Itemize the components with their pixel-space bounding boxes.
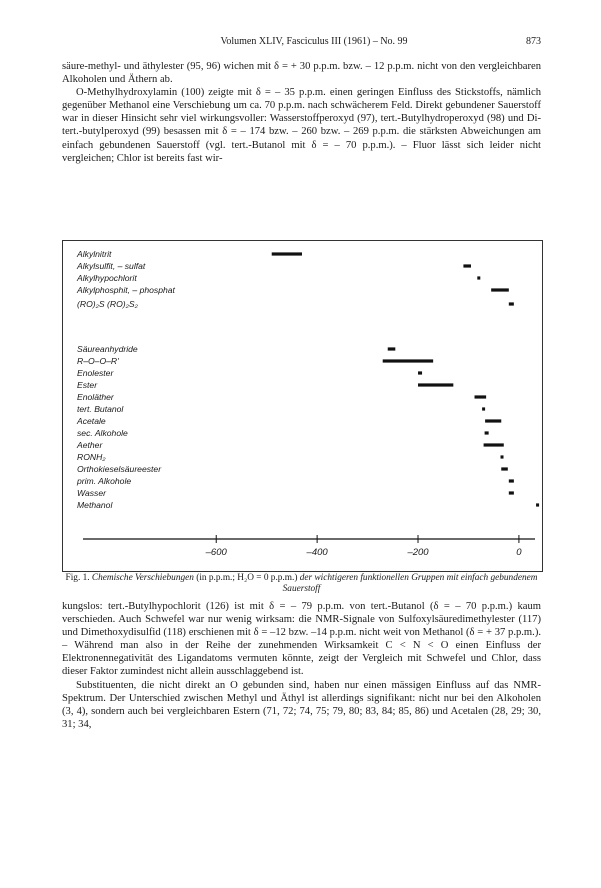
row-label: R–O–O–R' xyxy=(77,356,119,366)
x-tick-label: –200 xyxy=(407,547,429,558)
row-label: Alkylsulfit, – sulfat xyxy=(77,261,146,271)
paragraph-4: Substituenten, die nicht direkt an O gebunden sind, haben nur einen mässigen Einfluss auf das NMR-Spektrum. Der Unterschied zwischen Methyl und Äthyl ist allerdings signifikant: nicht nur bei den Alkoholen (3, 4), sondern auch bei vergleichbaren Estern (71, 72; 74, 75; 79, 80; 83, 84; 85, 86) und Acetalen (28, 29; 30, 31; 34, xyxy=(62,679,541,730)
caption-text-b: (in p.p.m.; H₂O = 0 p.p.m.) xyxy=(196,573,298,583)
row-label: Ester xyxy=(77,380,98,390)
range-bar xyxy=(418,383,453,386)
range-bar xyxy=(272,252,302,255)
range-bar xyxy=(509,491,514,494)
row-label: Aether xyxy=(77,440,103,450)
row-label: prim. Alkohole xyxy=(77,476,132,486)
range-bar xyxy=(482,407,485,410)
row-label: Enolester xyxy=(77,368,114,378)
chart-svg xyxy=(63,241,542,571)
x-tick-label: 0 xyxy=(516,547,522,558)
x-tick-label: –600 xyxy=(205,547,227,558)
range-bar xyxy=(463,264,471,267)
caption-fig-label: Fig. 1. xyxy=(65,573,90,583)
journal-header: Volumen XLIV, Fasciculus III (1961) – No. 99 xyxy=(220,36,408,47)
figure-caption xyxy=(62,573,541,595)
range-bar xyxy=(418,371,422,374)
range-bar xyxy=(477,276,480,279)
page xyxy=(62,36,541,165)
running-header xyxy=(62,36,541,50)
range-bar xyxy=(484,443,504,446)
range-bar xyxy=(388,347,396,350)
row-label: Alkylphosphit, – phosphat xyxy=(77,285,175,295)
row-label: Alkylnitrit xyxy=(77,249,112,259)
body-text-after xyxy=(62,600,541,731)
range-bar xyxy=(509,479,514,482)
paragraph-3: kungslos: tert.-Butylhypochlorit (126) ist mit δ = – 79 p.p.m. von tert.-Butanol (δ = – 70 p.p.m.) kaum verschieden. Auch Schwefel war nur wenig wirksam: die NMR-Signale von Sulfoxylsäuredimethylester (117) und Dimethoxydisulfid (118) erschienen mit δ = –12 bzw. –14 p.p.m. nicht weit von Methanol (δ = + 37 p.p.m.). – Während man also in der Reihe der zunehmenden Wirksamkeit C < N < O einen Einfluss der Elektronennegativität des Ligandatoms vermuten könnte, zeigt der Vergleich mit Schwefel und Chlor, dass dieser Faktor zumindest nicht allein ausschlaggebend ist. xyxy=(62,601,541,678)
range-bar xyxy=(485,419,501,422)
caption-text-c: der wichtigeren funktionellen Gruppen mit einfach gebundenem Sauerstoff xyxy=(282,573,538,594)
row-label: RONH₂ xyxy=(77,452,106,462)
range-bar xyxy=(501,455,504,458)
row-label: Wasser xyxy=(77,488,106,498)
row-label: tert. Butanol xyxy=(77,404,124,414)
row-label: Alkylhypochlorit xyxy=(77,273,137,283)
range-bar xyxy=(501,467,508,470)
row-label: Methanol xyxy=(77,500,113,510)
paragraph-2: O-Methylhydroxylamin (100) zeigte mit δ = – 35 p.p.m. einen geringen Einfluss des Stickstoffs, nämlich gegenüber Methanol eine Verschiebung um ca. 70 p.p.m. nach schwächerem Feld. Direkt gebundener Sauerstoff war in dieser Hinsicht sehr viel wirkungsvoller: Wasserstoffperoxyd (97), tert.-Butylhydroperoxyd (98) und Di-tert.-butylperoxyd (99) besassen mit δ = – 174 bzw. – 260 bzw. – 269 p.p.m. die stärksten Abweichungen am einfach gebundenen Sauerstoff (vgl. tert.-Butanol mit δ = – 70 p.p.m.). – Fluor lässt sich leider nicht vergleichen; Chlor ist bereits fast wir- xyxy=(62,87,541,164)
row-label: Säureanhydride xyxy=(77,344,138,354)
range-bar xyxy=(383,359,433,362)
caption-text-a: Chemische Verschiebungen xyxy=(91,573,194,583)
row-label: sec. Alkohole xyxy=(77,428,128,438)
range-bar xyxy=(536,503,539,506)
range-bar xyxy=(485,431,489,434)
range-bar xyxy=(475,395,487,398)
page-number: 873 xyxy=(526,36,541,47)
range-bar xyxy=(491,288,509,291)
row-label: Enoläther xyxy=(77,392,114,402)
row-label: (RO)₂S (RO)₂S₂ xyxy=(77,299,138,309)
row-label: Orthokieselsäureester xyxy=(77,464,162,474)
paragraph-1: säure-methyl- und äthylester (95, 96) wichen mit δ = + 30 p.p.m. bzw. – 12 p.p.m. nicht von den vergleichbaren Alkoholen und Äthern ab. xyxy=(62,61,541,86)
figure-chemical-shifts xyxy=(62,240,543,572)
range-bar xyxy=(509,302,514,305)
x-tick-label: –400 xyxy=(306,547,328,558)
row-label: Acetale xyxy=(77,416,106,426)
